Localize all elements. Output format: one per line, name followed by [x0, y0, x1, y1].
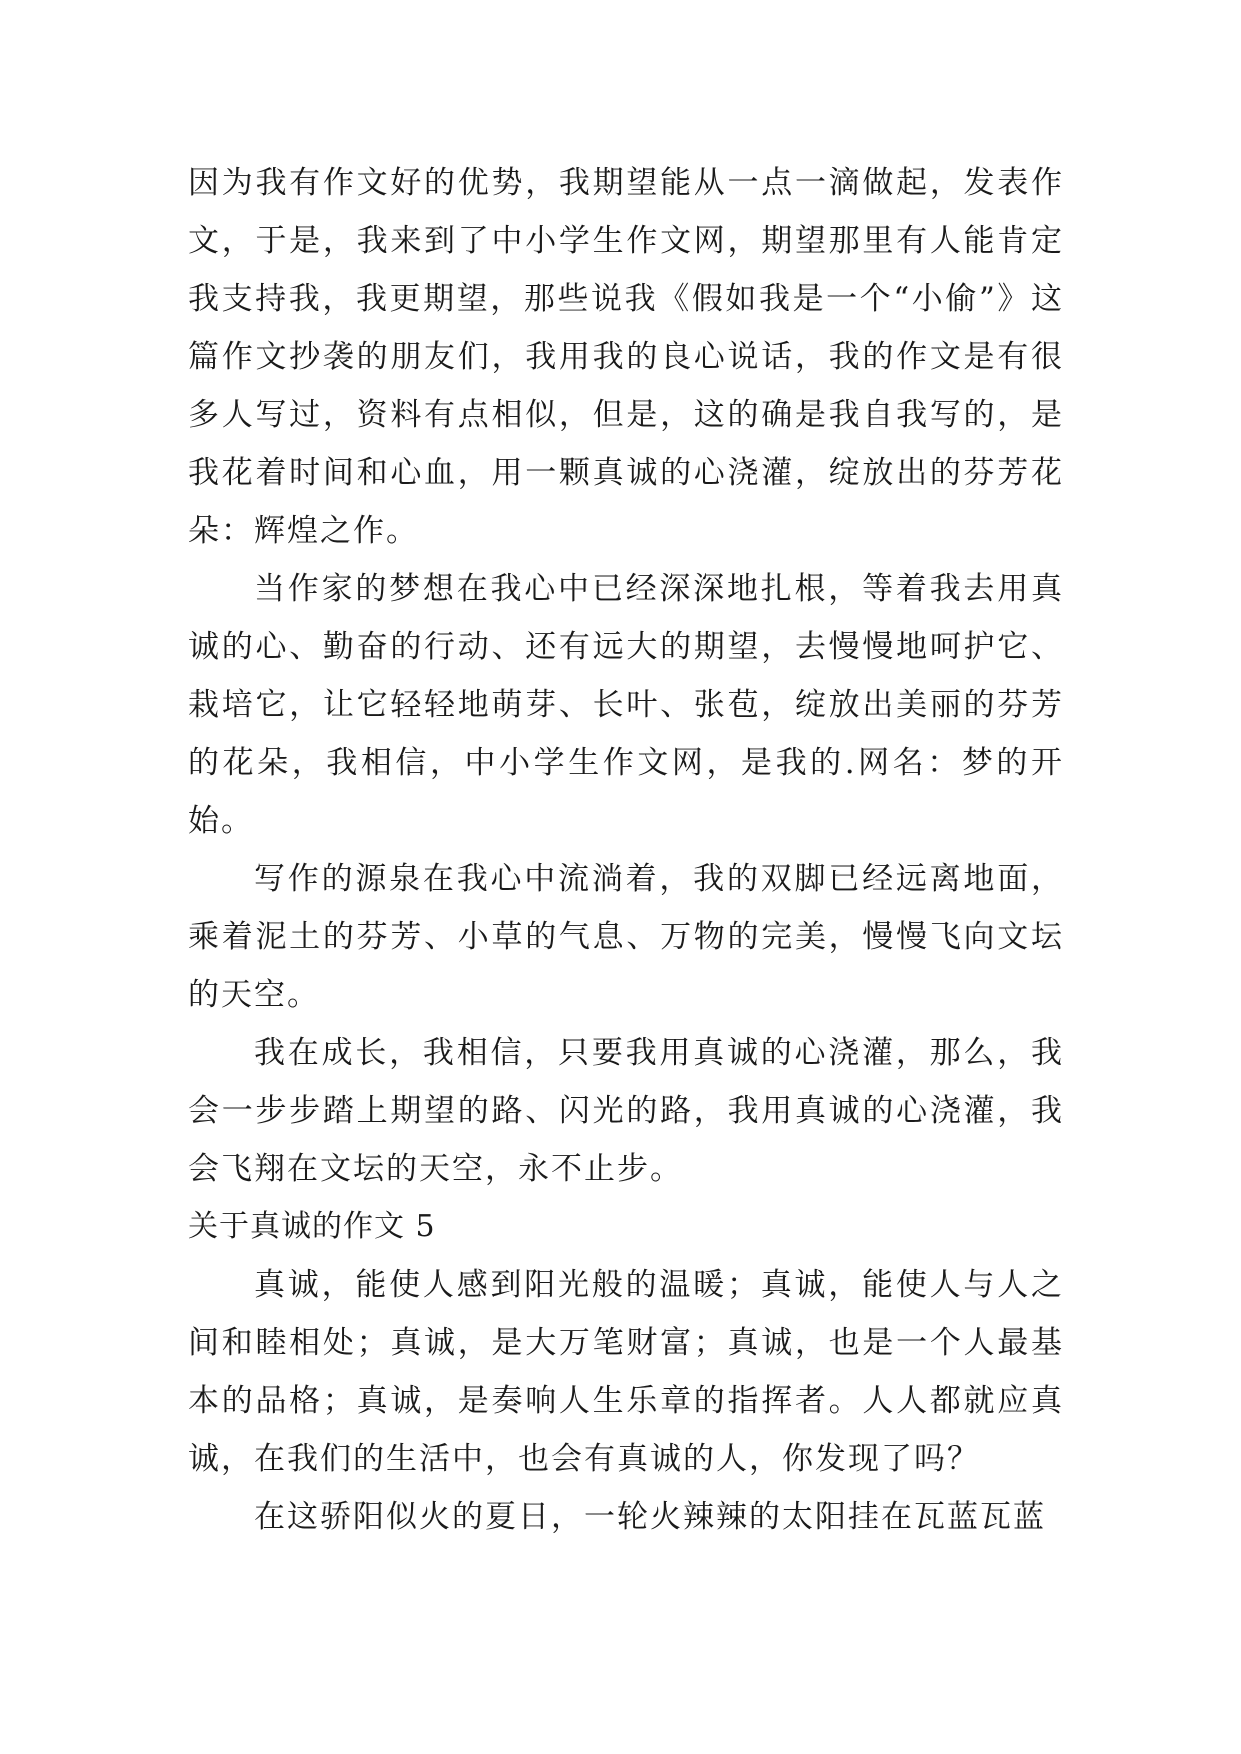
paragraph-2: 当作家的梦想在我心中已经深深地扎根，等着我去用真诚的心、勤奋的行动、还有远大的期望，去慢慢地呵护它、栽培它，让它轻轻地萌芽、长叶、张苞，绽放出美丽的芬芳的花朵，我相信，中小学生作文网，是我的.网名：梦的开始。: [188, 571, 1064, 839]
paragraph-3: 写作的源泉在我心中流淌着，我的双脚已经远离地面，乘着泥土的芬芳、小草的气息、万物的完美，慢慢飞向文坛的天空。: [188, 861, 1064, 1013]
paragraph-6: 在这骄阳似火的夏日，一轮火辣辣的太阳挂在瓦蓝瓦蓝: [254, 1499, 1046, 1535]
document-body: [188, 154, 1064, 1546]
paragraph-4: 我在成长，我相信，只要我用真诚的心浇灌，那么，我会一步步踏上期望的路、闪光的路，我用真诚的心浇灌，我会飞翔在文坛的天空，永不止步。: [188, 1035, 1064, 1187]
paragraph-5: 真诚，能使人感到阳光般的温暖；真诚，能使人与人之间和睦相处；真诚，是大万笔财富；真诚，也是一个人最基本的品格；真诚，是奏响人生乐章的指挥者。人人都就应真诚，在我们的生活中，也会有真诚的人，你发现了吗？: [188, 1267, 1064, 1477]
paragraph-1: 因为我有作文好的优势，我期望能从一点一滴做起，发表作文，于是，我来到了中小学生作文网，期望那里有人能肯定我支持我，我更期望，那些说我《假如我是一个“小偷”》这篇作文抄袭的朋友们，我用我的良心说话，我的作文是有很多人写过，资料有点相似，但是，这的确是我自我写的，是我花着时间和心血，用一颗真诚的心浇灌，绽放出的芬芳花朵：辉煌之作。: [188, 165, 1064, 549]
section-heading: 关于真诚的作文 5: [188, 1209, 436, 1244]
